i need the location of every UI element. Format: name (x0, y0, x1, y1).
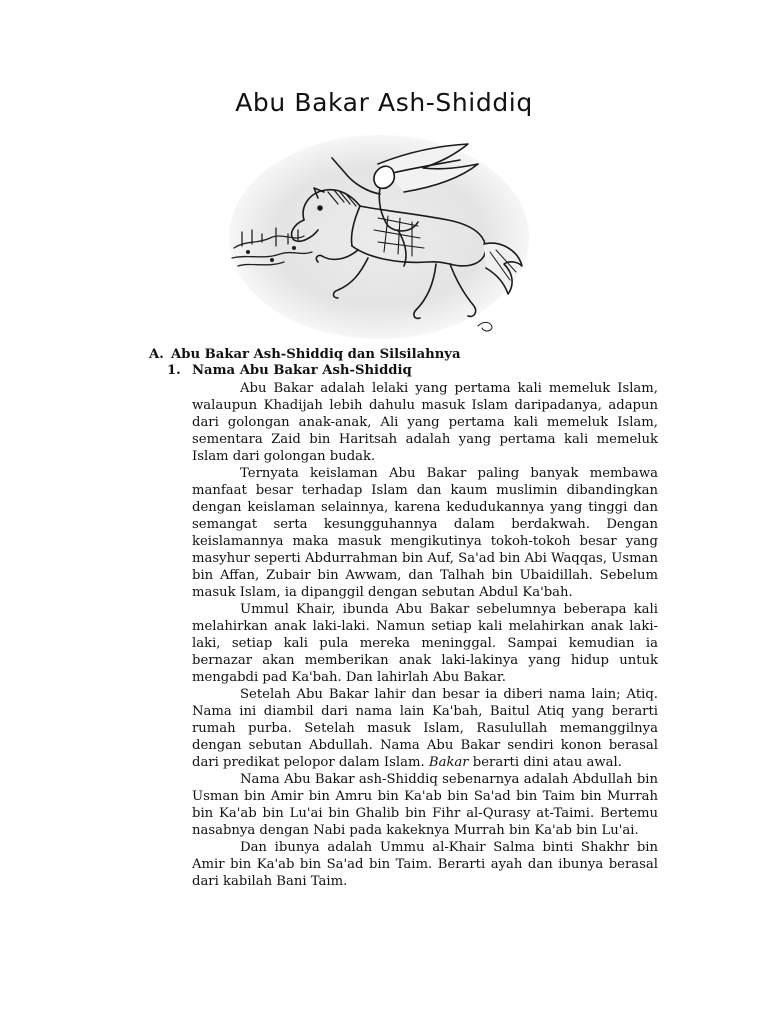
paragraph: Dan ibunya adalah Ummu al-Khair Salma binti Shakhr bin Amir bin Ka'ab bin Sa'ad bin Taim. Berarti ayah dan ibunya berasal dari kabilah Bani Taim. (192, 840, 658, 889)
subsection-heading (167, 363, 412, 378)
section-letter: A. (149, 347, 164, 362)
paragraph: Abu Bakar adalah lelaki yang pertama kali memeluk Islam, walaupun Khadijah lebih dahulu masuk Islam daripadanya, adapun dari golongan anak-anak, Ali yang pertama kali memeluk Islam, sementara Zaid bin Haritsah adalah yang pertama kali memeluk Islam dari golongan budak. (192, 381, 658, 464)
paragraph (192, 686, 658, 771)
paragraph-text: Setelah Abu Bakar lahir dan besar ia diberi nama lain; Atiq. Nama ini diambil dari nama lain Ka'bah, Baitul Atiq yang berarti rumah purba. Setelah masuk Islam, Rasulullah memanggilnya dengan sebutan Abdullah. Nama Abu Bakar sendiri konon berasal dari predikat pelopor dalam Islam. (192, 687, 658, 770)
section-title: Abu Bakar Ash-Shiddiq dan Silsilahnya (171, 347, 461, 362)
subsection-number: 1. (167, 363, 181, 378)
paragraph: Ternyata keislaman Abu Bakar paling banyak membawa manfaat besar terhadap Islam dan kaum muslimin dibandingkan dengan keislaman selainnya, karena kedudukannya yang tinggi dan semangat serta kesungguhannya dalam berdakwah. Dengan keislamannya maka masuk mengikutinya tokoh-tokoh besar yang masyhur seperti Abdurrahman bin Auf, Sa'ad bin Abi Waqqas, Usman bin Affan, Zubair bin Awwam, dan Talhah bin Ubaidillah. Sebelum masuk Islam, ia dipanggil dengan sebutan Abdul Ka'bah. (192, 466, 658, 600)
paragraph: Ummul Khair, ibunda Abu Bakar sebelumnya beberapa kali melahirkan anak laki-laki. Namun setiap kali melahirkan anak laki-laki, setiap kali pula mereka meninggal. Sampai kemudian ia bernazar akan memberikan anak laki-lakinya yang hidup untuk mengabdi pad Ka'bah. Dan lahirlah Abu Bakar. (192, 602, 658, 685)
paragraph: Nama Abu Bakar ash-Shiddiq sebenarnya adalah Abdullah bin Usman bin Amir bin Amru bin Ka'ab bin Sa'ad bin Taim bin Murrah bin Ka'ab bin Lu'ai bin Ghalib bin Fihr al-Qurasy at-Taimi. Bertemu nasabnya dengan Nabi pada kakeknya Murrah bin Ka'ab bin Lu'ai. (192, 772, 658, 838)
section-heading (149, 347, 461, 362)
body-text (192, 380, 658, 890)
horse-rider-illustration (228, 134, 530, 340)
paragraph-text: berarti dini atau awal. (468, 755, 622, 770)
subsection-title: Nama Abu Bakar Ash-Shiddiq (192, 363, 412, 378)
document-title: Abu Bakar Ash-Shiddiq (235, 88, 533, 117)
italic-term: Bakar (428, 755, 469, 770)
